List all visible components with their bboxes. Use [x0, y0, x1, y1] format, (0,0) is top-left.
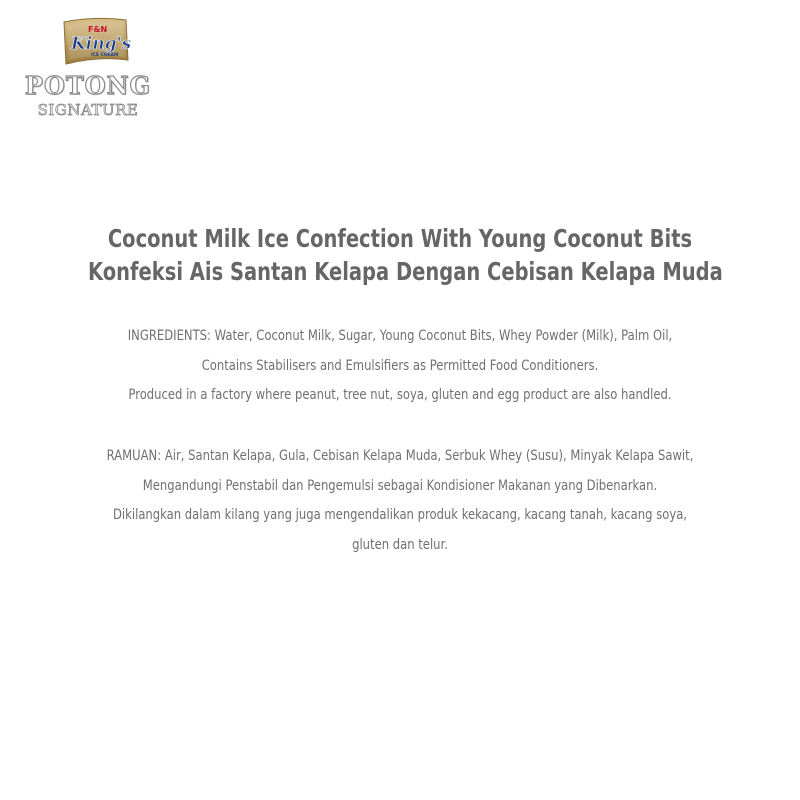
- product-line-title: POTONG: [24, 71, 152, 100]
- title-malay: Konfeksi Ais Santan Kelapa Dengan Cebisan Kelapa Muda: [88, 257, 723, 286]
- ingredients-english: [0, 322, 800, 411]
- allergen-note-malay: gluten dan telur.: [352, 536, 448, 553]
- badge-main-text: King's: [71, 34, 132, 54]
- badge-top-text: F&N: [88, 25, 108, 34]
- badge-sub-text: ICE CREAM: [91, 53, 119, 58]
- product-titles: [0, 222, 800, 288]
- ingredients-line: INGREDIENTS: Water, Coconut Milk, Sugar, Young Coconut Bits, Whey Powder (Milk), Palm Oil,: [127, 328, 673, 344]
- ramuan-line: Mengandungi Penstabil dan Pengemulsi sebagai Kondisioner Makanan yang Dibenarkan.: [142, 477, 658, 494]
- kings-ice-cream-badge-icon: [58, 16, 132, 70]
- ingredients-malay: [0, 442, 800, 560]
- title-english: Coconut Milk Ice Confection With Young Coconut Bits: [107, 224, 693, 253]
- ingredients-line: Contains Stabilisers and Emulsifiers as Permitted Food Conditioners.: [201, 357, 599, 374]
- ramuan-line: RAMUAN: Air, Santan Kelapa, Gula, Cebisan Kelapa Muda, Serbuk Whey (Susu), Minyak Kelapa Sawit,: [106, 448, 694, 464]
- allergen-note: Produced in a factory where peanut, tree nut, soya, gluten and egg product are also handled.: [128, 387, 672, 403]
- product-line-subtitle: SIGNATURE: [37, 101, 139, 119]
- brand-logo: [18, 14, 158, 124]
- allergen-note-malay: Dikilangkan dalam kilang yang juga mengendalikan produk kekacang, kacang tanah, kacang soya,: [113, 507, 687, 523]
